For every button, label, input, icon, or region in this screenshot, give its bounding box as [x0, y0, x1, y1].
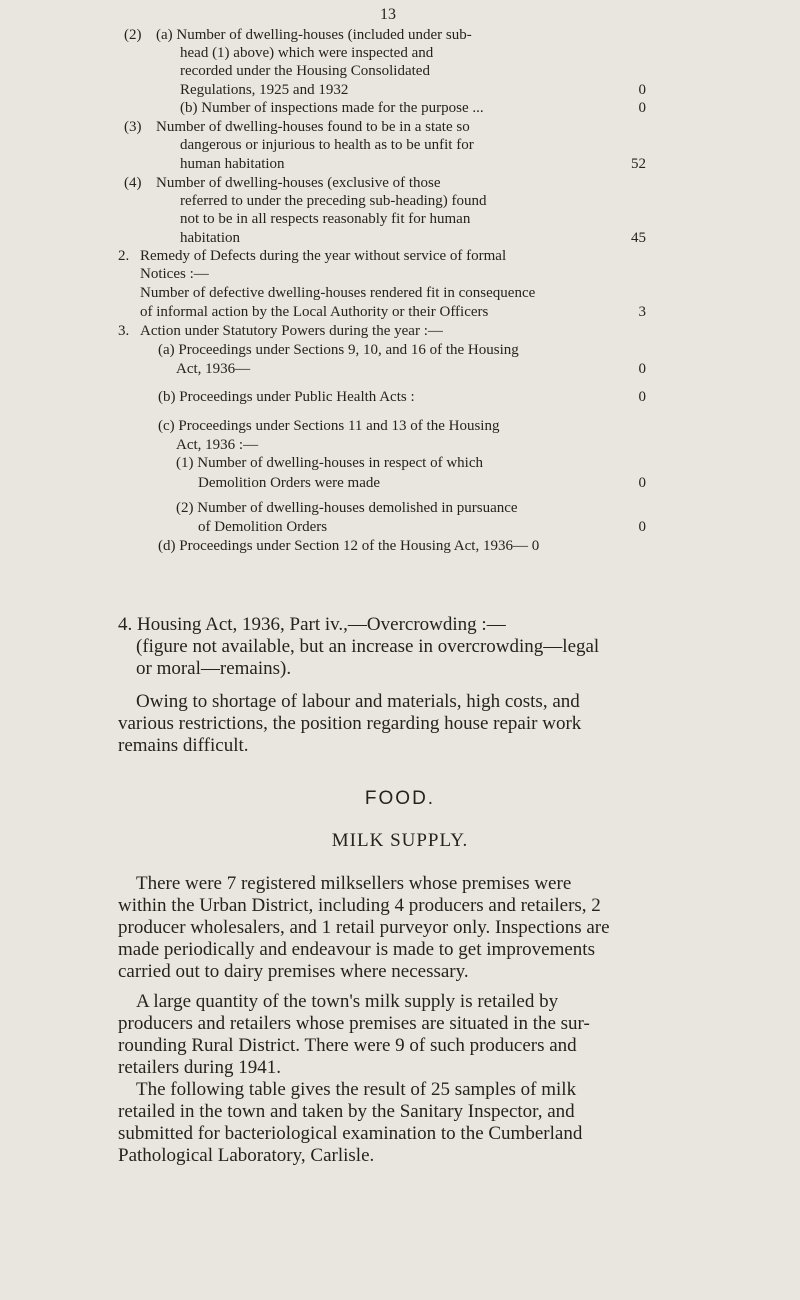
item-label: (2)	[124, 27, 142, 43]
item-text: Action under Statutory Powers during the year :—	[140, 323, 443, 339]
item-value: 52	[631, 156, 646, 172]
item-text: Act, 1936 :—	[176, 437, 259, 453]
item-value: 0	[638, 82, 646, 98]
item-text: (1) Number of dwelling-houses in respect of which	[176, 455, 484, 471]
item-text: Regulations, 1925 and 1932	[180, 82, 349, 98]
item-text: Notices :—	[140, 266, 209, 282]
item-text: habitation	[180, 230, 240, 246]
item-value: 0	[638, 519, 646, 535]
para-milk2-line: retailers during 1941.	[118, 1057, 282, 1078]
item-text: of informal action by the Local Authority or their Officers	[140, 304, 489, 320]
item-text: (c) Proceedings under Sections 11 and 13 of the Housing	[158, 418, 500, 434]
item-value: 45	[631, 230, 646, 246]
item-label: 3.	[118, 323, 130, 339]
item-text: human habitation	[180, 156, 285, 172]
para-milk3-line: Pathological Laboratory, Carlisle.	[118, 1145, 375, 1166]
item-value: 0	[638, 475, 646, 491]
item-value: 3	[638, 304, 646, 320]
heading-food: FOOD.	[364, 788, 436, 809]
item-value: 0	[638, 361, 646, 377]
owing-line1: Owing to shortage of labour and materials, high costs, and	[136, 691, 580, 712]
item-text: of Demolition Orders	[198, 519, 328, 535]
item-text: recorded under the Housing Consolidated	[180, 63, 430, 79]
item-text: referred to under the preceding sub-heading) found	[180, 193, 487, 209]
item-text: Number of dwelling-houses (exclusive of those	[156, 175, 441, 191]
para-milk3-line: The following table gives the result of 25 samples of milk	[136, 1079, 577, 1100]
item-text: Number of dwelling-houses found to be in a state so	[156, 119, 470, 135]
para-milk1-line: made periodically and endeavour is made to get improvements	[118, 939, 595, 960]
item-text: dangerous or injurious to health as to be unfit for	[180, 137, 474, 153]
item-text: (a) Proceedings under Sections 9, 10, and 16 of the Housing	[158, 342, 519, 358]
item-label: 2.	[118, 248, 130, 264]
para-milk1-line: carried out to dairy premises where necessary.	[118, 961, 469, 982]
item4-line1: 4. Housing Act, 1936, Part iv.,—Overcrowding :—	[118, 614, 506, 635]
heading-milk-supply: MILK SUPPLY.	[331, 830, 469, 851]
item-text: Demolition Orders were made	[198, 475, 381, 491]
item4-line3: or moral—remains).	[136, 658, 292, 679]
item-text: (2) Number of dwelling-houses demolished in pursuance	[176, 500, 518, 516]
page-number: 13	[380, 6, 396, 23]
para-milk3-line: submitted for bacteriological examination to the Cumberland	[118, 1123, 583, 1144]
owing-line2: various restrictions, the position regarding house repair work	[118, 713, 582, 734]
item4-line2: (figure not available, but an increase in overcrowding—legal	[136, 636, 600, 657]
item-text: (d) Proceedings under Section 12 of the Housing Act, 1936— 0	[158, 538, 540, 554]
para-milk1-line: within the Urban District, including 4 producers and retailers, 2	[118, 895, 601, 916]
item-text: (b) Number of inspections made for the purpose ...	[180, 100, 484, 116]
item-text: (b) Proceedings under Public Health Acts :	[158, 389, 415, 405]
item-text: (a) Number of dwelling-houses (included under sub-	[156, 27, 472, 43]
owing-line3: remains difficult.	[118, 735, 249, 756]
item-text: not to be in all respects reasonably fit for human	[180, 211, 471, 227]
para-milk2-line: A large quantity of the town's milk supply is retailed by	[136, 991, 559, 1012]
item-value: 0	[638, 100, 646, 116]
item-text: head (1) above) which were inspected and	[180, 45, 434, 61]
item-label: (4)	[124, 175, 142, 191]
para-milk3-line: retailed in the town and taken by the Sanitary Inspector, and	[118, 1101, 575, 1122]
item-text: Number of defective dwelling-houses rendered fit in consequence	[140, 285, 536, 301]
item-text: Act, 1936—	[176, 361, 251, 377]
para-milk2-line: rounding Rural District. There were 9 of such producers and	[118, 1035, 577, 1056]
item-text: Remedy of Defects during the year without service of formal	[140, 248, 507, 264]
para-milk1-line: producer wholesalers, and 1 retail purveyor only. Inspections are	[118, 917, 610, 938]
item-label: (3)	[124, 119, 142, 135]
para-milk2-line: producers and retailers whose premises are situated in the sur-	[118, 1013, 590, 1034]
item-value: 0	[638, 389, 646, 405]
para-milk1-line: There were 7 registered milksellers whose premises were	[136, 873, 572, 894]
